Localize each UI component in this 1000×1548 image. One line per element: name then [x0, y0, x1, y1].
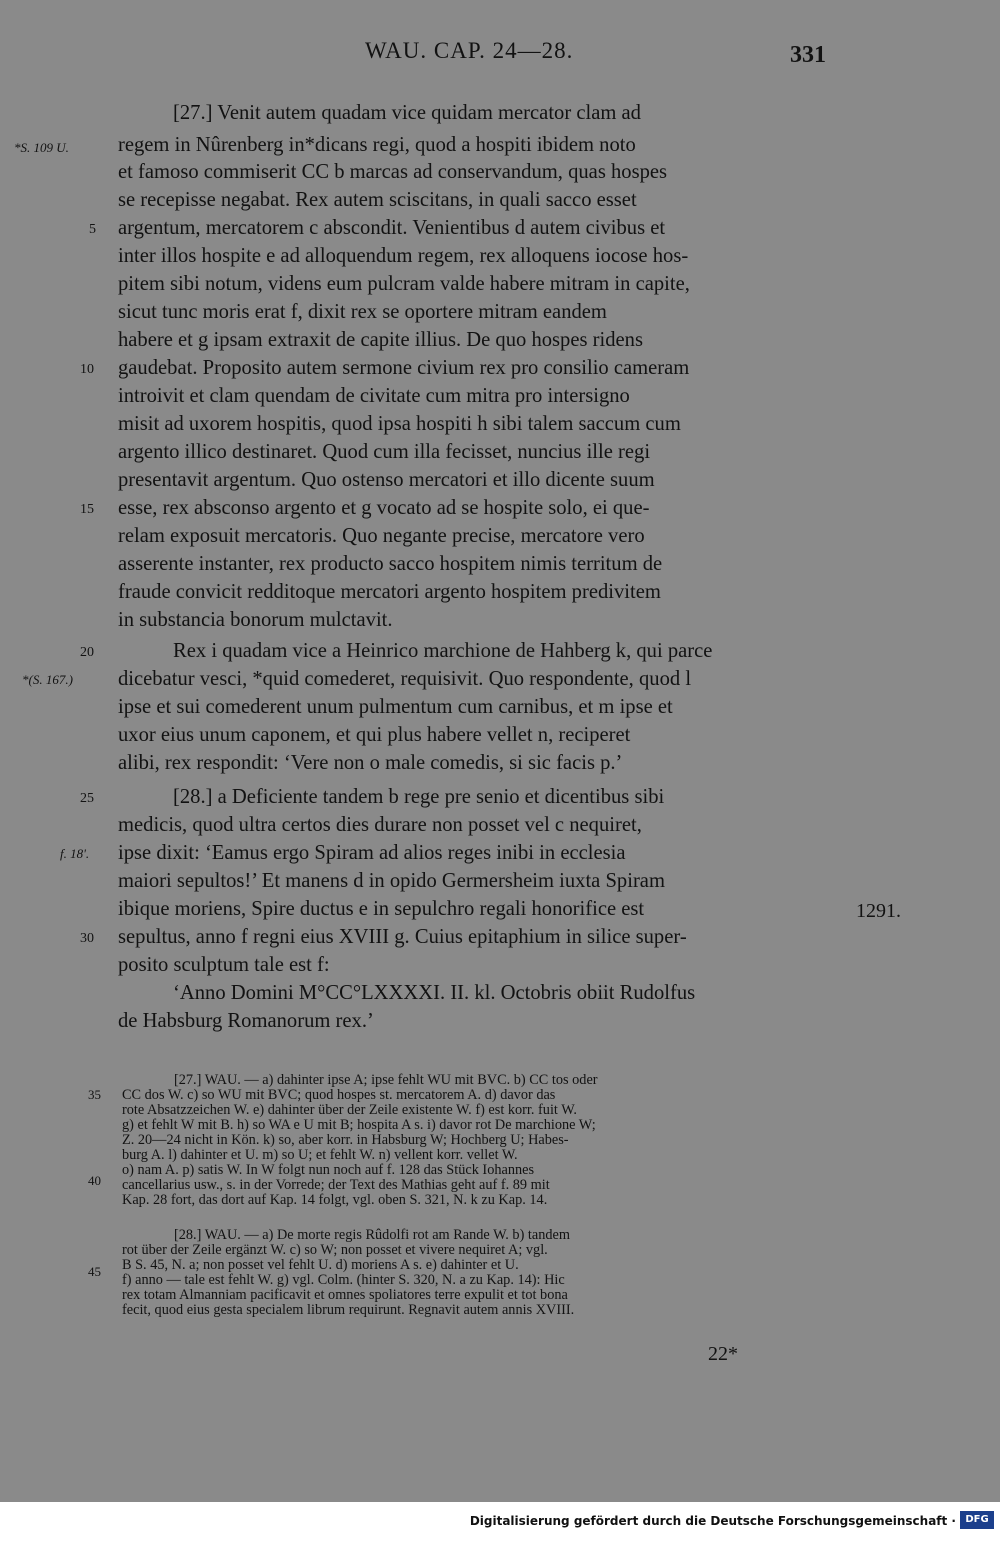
margin-reference: *S. 109 U. — [14, 140, 69, 155]
footnote-line: CC dos W. c) so WU mit BVC; quod hospes st. mercatorem A. d) davor das — [122, 1087, 556, 1103]
footnote-line: rex totam Almanniam pacificavit et omnes spoliatores terre expulit et tot bona — [122, 1287, 568, 1303]
text-line: sepultus, anno f regni eius XVIII g. Cuius epitaphium in silice super- — [118, 926, 687, 948]
text-line: posito sculptum tale est f: — [118, 954, 330, 976]
text-line: introivit et clam quendam de civitate cum mitra pro intersigno — [118, 385, 630, 407]
footnote-line: o) nam A. p) satis W. In W folgt nun noch auf f. 128 das Stück Iohannes — [122, 1162, 535, 1178]
margin-reference: *(S. 167.) — [22, 672, 73, 687]
text-line: ibique moriens, Spire ductus e in sepulchro regali honorifice est — [118, 898, 645, 920]
text-line: [27.] Venit autem quadam vice quidam mercator clam ad — [173, 102, 641, 124]
text-line: argentum, mercatorem c abscondit. Venientibus d autem civibus et — [118, 217, 666, 239]
text-line: [28.] a Deficiente tandem b rege pre senio et dicentibus sibi — [173, 786, 665, 808]
side-year: 1291. — [856, 900, 901, 922]
text-line: pitem sibi notum, videns eum pulcram valde habere mitram in capite, — [118, 273, 690, 295]
text-line: inter illos hospite e ad alloquendum regem, rex alloquens iocose hos- — [118, 245, 689, 267]
text-line: regem in Nûrenberg in*dicans regi, quod a hospiti ibidem noto — [118, 134, 636, 156]
text-line: dicebatur vesci, *quid comederet, requisivit. Quo respondente, quod l — [118, 668, 692, 690]
text-line: habere et g ipsam extraxit de capite illius. De quo hospes ridens — [118, 329, 643, 351]
text-line: misit ad uxorem hospitis, quod ipsa hospiti h sibi talem saccum cum — [118, 413, 681, 435]
footnote-line: [28.] WAU. — a) De morte regis Rûdolfi rot am Rande W. b) tandem — [174, 1227, 570, 1243]
text-line: presentavit argentum. Quo ostenso mercatori et illo dicente suum — [118, 469, 655, 491]
footnote-line: burg A. l) dahinter et U. m) so U; et fehlt W. n) vellent korr. vellet W. — [122, 1147, 518, 1163]
text-line: alibi, rex respondit: ‘Vere non o male comedis, si sic facis p.’ — [118, 752, 623, 774]
text-line: sicut tunc moris erat f, dixit rex se oportere mitram eandem — [118, 301, 607, 323]
line-number: 30 — [80, 931, 94, 946]
text-line: medicis, quod ultra certos dies durare non posset vel c nequiret, — [118, 814, 642, 836]
footer-credit: Digitalisierung gefördert durch die Deutsche Forschungsgemeinschaft · — [469, 1514, 956, 1528]
footnote-line-number: 45 — [88, 1264, 101, 1279]
text-line: maiori sepultos!’ Et manens d in opido Germersheim iuxta Spiram — [118, 870, 665, 892]
footnote-line-number: 40 — [88, 1173, 101, 1188]
footnote-line: Z. 20—24 nicht in Kön. k) so, aber korr. in Habsburg W; Hochberg U; Habes- — [122, 1132, 569, 1148]
margin-reference: f. 18'. — [60, 846, 90, 861]
page-number: 331 — [790, 42, 826, 68]
footnote-line: g) et fehlt W mit B. h) so WA e U mit B; hospita A s. i) davor rot De marchione W; — [122, 1117, 596, 1133]
text-line: asserente instanter, rex producto sacco hospitem nimis territum de — [118, 553, 663, 575]
running-head: WAU. CAP. 24—28. — [365, 38, 574, 63]
text-line: Rex i quadam vice a Heinrico marchione de Hahberg k, qui parce — [173, 640, 713, 662]
footnote-line-number: 35 — [88, 1087, 101, 1102]
text-line: relam exposuit mercatoris. Quo negante precise, mercatore vero — [118, 525, 645, 547]
text-line: argento illico destinaret. Quod cum illa fecisset, nuncius ille regi — [118, 441, 651, 463]
footnote-line: [27.] WAU. — a) dahinter ipse A; ipse fehlt WU mit BVC. b) CC tos oder — [174, 1072, 598, 1088]
footnote-line: cancellarius usw., s. in der Vorrede; der Text des Mathias geht auf f. 89 mit — [122, 1177, 550, 1193]
footnote-line: fecit, quod eius gesta specialem librum requirunt. Regnavit autem annis XVIII. — [122, 1302, 575, 1318]
text-line: gaudebat. Proposito autem sermone civium rex pro consilio cameram — [118, 357, 690, 379]
text-line: esse, rex absconso argento et g vocato ad se hospite solo, ei que- — [118, 497, 650, 519]
signature-mark: 22* — [708, 1343, 738, 1365]
footer-bar — [0, 1502, 1000, 1548]
text-line: de Habsburg Romanorum rex.’ — [118, 1010, 374, 1032]
text-line: et famoso commiserit CC b marcas ad conservandum, quas hospes — [118, 161, 668, 183]
line-number: 10 — [80, 362, 94, 377]
footnote-line: f) anno — tale est fehlt W. g) vgl. Colm. (hinter S. 320, N. a zu Kap. 14): Hic — [122, 1272, 565, 1288]
line-number: 15 — [80, 502, 94, 517]
footnote-line: B S. 45, N. a; non posset vel fehlt U. d) moriens A s. e) dahinter et U. — [122, 1257, 519, 1273]
text-line: uxor eius unum caponem, et qui plus habere vellet n, reciperet — [118, 724, 631, 746]
footnote-line: rote Absatzzeichen W. e) dahinter über der Zeile existente W. f) est korr. fuit W. — [122, 1102, 577, 1118]
line-number: 25 — [80, 791, 94, 806]
text-line: fraude convicit redditoque mercatori argento hospitem predivitem — [118, 581, 661, 603]
text-line: in substancia bonorum mulctavit. — [118, 609, 393, 631]
line-number: 5 — [89, 222, 96, 237]
dfg-logo-icon: DFG — [960, 1511, 994, 1529]
text-line: ipse et sui comederent unum pulmentum cum carnibus, et m ipse et — [118, 696, 673, 718]
footnote-line: Kap. 28 fort, das dort auf Kap. 14 folgt, vgl. oben S. 321, N. k zu Kap. 14. — [122, 1192, 548, 1208]
text-line: ipse dixit: ‘Eamus ergo Spiram ad alios reges inibi in ecclesia — [118, 842, 626, 864]
text-line: se recepisse negabat. Rex autem sciscitans, in quali sacco esset — [118, 189, 637, 211]
line-number: 20 — [80, 645, 94, 660]
footnote-line: rot über der Zeile ergänzt W. c) so W; non posset et vivere nequiret A; vgl. — [122, 1242, 548, 1258]
text-line: ‘Anno Domini M°CC°LXXXXI. II. kl. Octobris obiit Rudolfus — [173, 982, 696, 1004]
